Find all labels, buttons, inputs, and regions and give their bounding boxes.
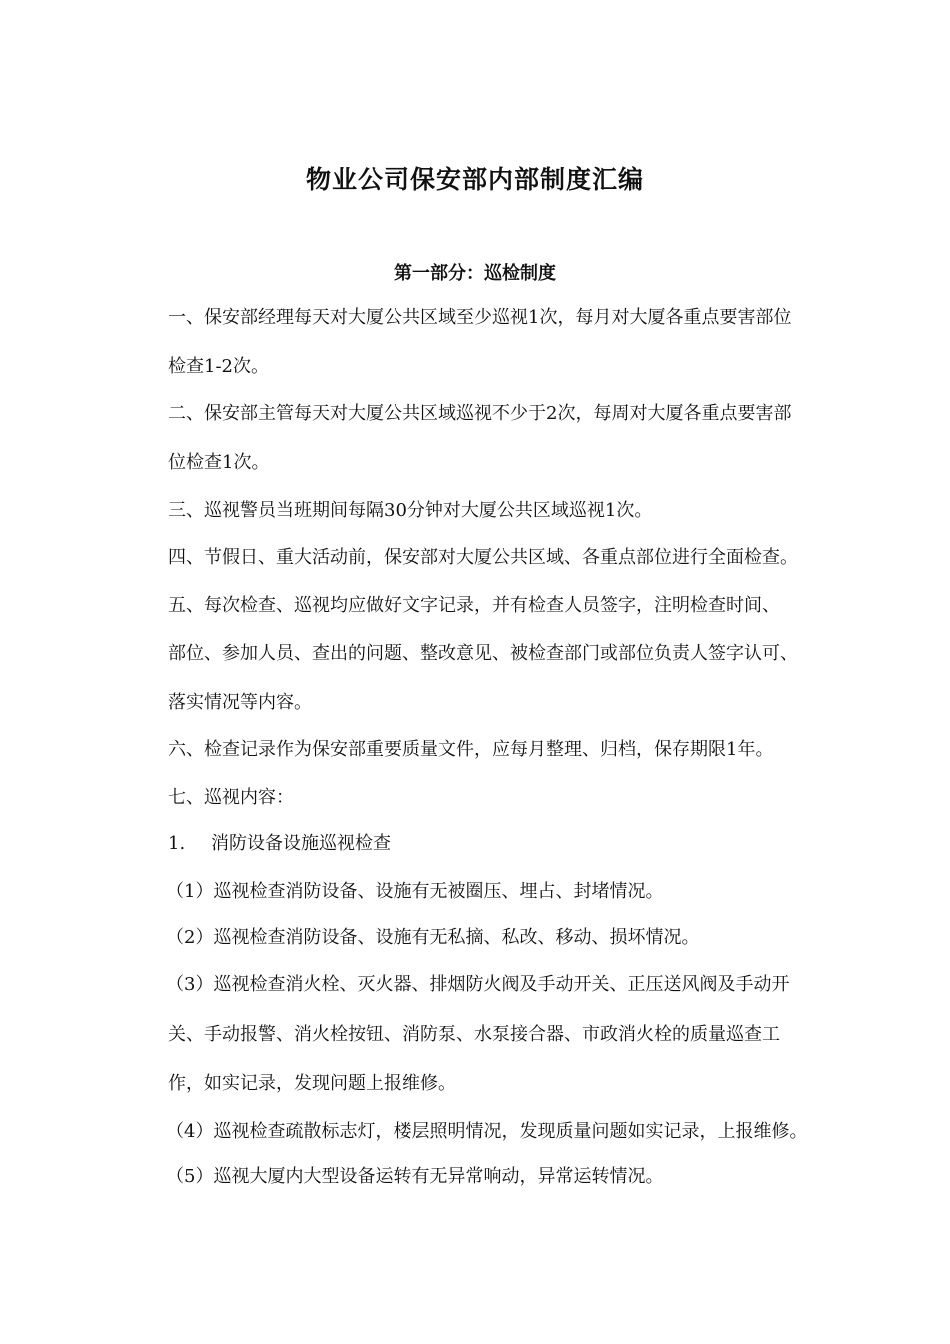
paragraph-line: 三、巡视警员当班期间每隔30分钟对大厦公共区域巡视1次。 [168, 500, 653, 521]
paragraph-line: 落实情况等内容。 [168, 692, 312, 713]
paragraph-line: 检查1-2次。 [168, 356, 269, 377]
section-title: 第一部分：巡检制度 [394, 263, 556, 284]
paragraph-line: 四、节假日、重大活动前，保安部对大厦公共区域、各重点部位进行全面检查。 [168, 547, 798, 568]
sub-item-line: （4）巡视检查疏散标志灯，楼层照明情况，发现质量问题如实记录，上报维修。 [166, 1121, 808, 1142]
paragraph-line: 一、保安部经理每天对大厦公共区域至少巡视1次，每月对大厦各重点要害部位 [168, 307, 792, 328]
paragraph-line: 六、检查记录作为保安部重要质量文件，应每月整理、归档，保存期限1年。 [168, 739, 774, 760]
sub-item-line: （2）巡视检查消防设备、设施有无私摘、私改、移动、损坏情况。 [166, 927, 700, 948]
paragraph-line: 七、巡视内容： [168, 787, 294, 808]
sub-item-line: 作，如实记录，发现问题上报维修。 [168, 1073, 456, 1094]
sub-item-line: （3）巡视检查消火栓、灭火器、排烟防火阀及手动开关、正压送风阀及手动开 [166, 974, 790, 995]
sub-item-line: 关、手动报警、消火栓按钮、消防泵、水泵接合器、市政消火栓的质量巡查工 [168, 1024, 780, 1045]
paragraph-line: 位检查1次。 [168, 452, 270, 473]
paragraph-line: 五、每次检查、巡视均应做好文字记录，并有检查人员签字，注明检查时间、 [168, 595, 780, 616]
document-title: 物业公司保安部内部制度汇编 [305, 165, 644, 194]
numbered-item-number: 1. [168, 833, 186, 854]
sub-item-line: （5）巡视大厦内大型设备运转有无异常响动，异常运转情况。 [166, 1166, 664, 1187]
paragraph-line: 二、保安部主管每天对大厦公共区域巡视不少于2次，每周对大厦各重点要害部 [168, 403, 792, 424]
sub-item-line: （1）巡视检查消防设备、设施有无被圈压、埋占、封堵情况。 [166, 881, 664, 902]
paragraph-line: 部位、参加人员、查出的问题、整改意见、被检查部门或部位负责人签字认可、 [168, 643, 798, 664]
numbered-item-text: 消防设备设施巡视检查 [211, 833, 391, 854]
numbered-item [168, 831, 391, 857]
